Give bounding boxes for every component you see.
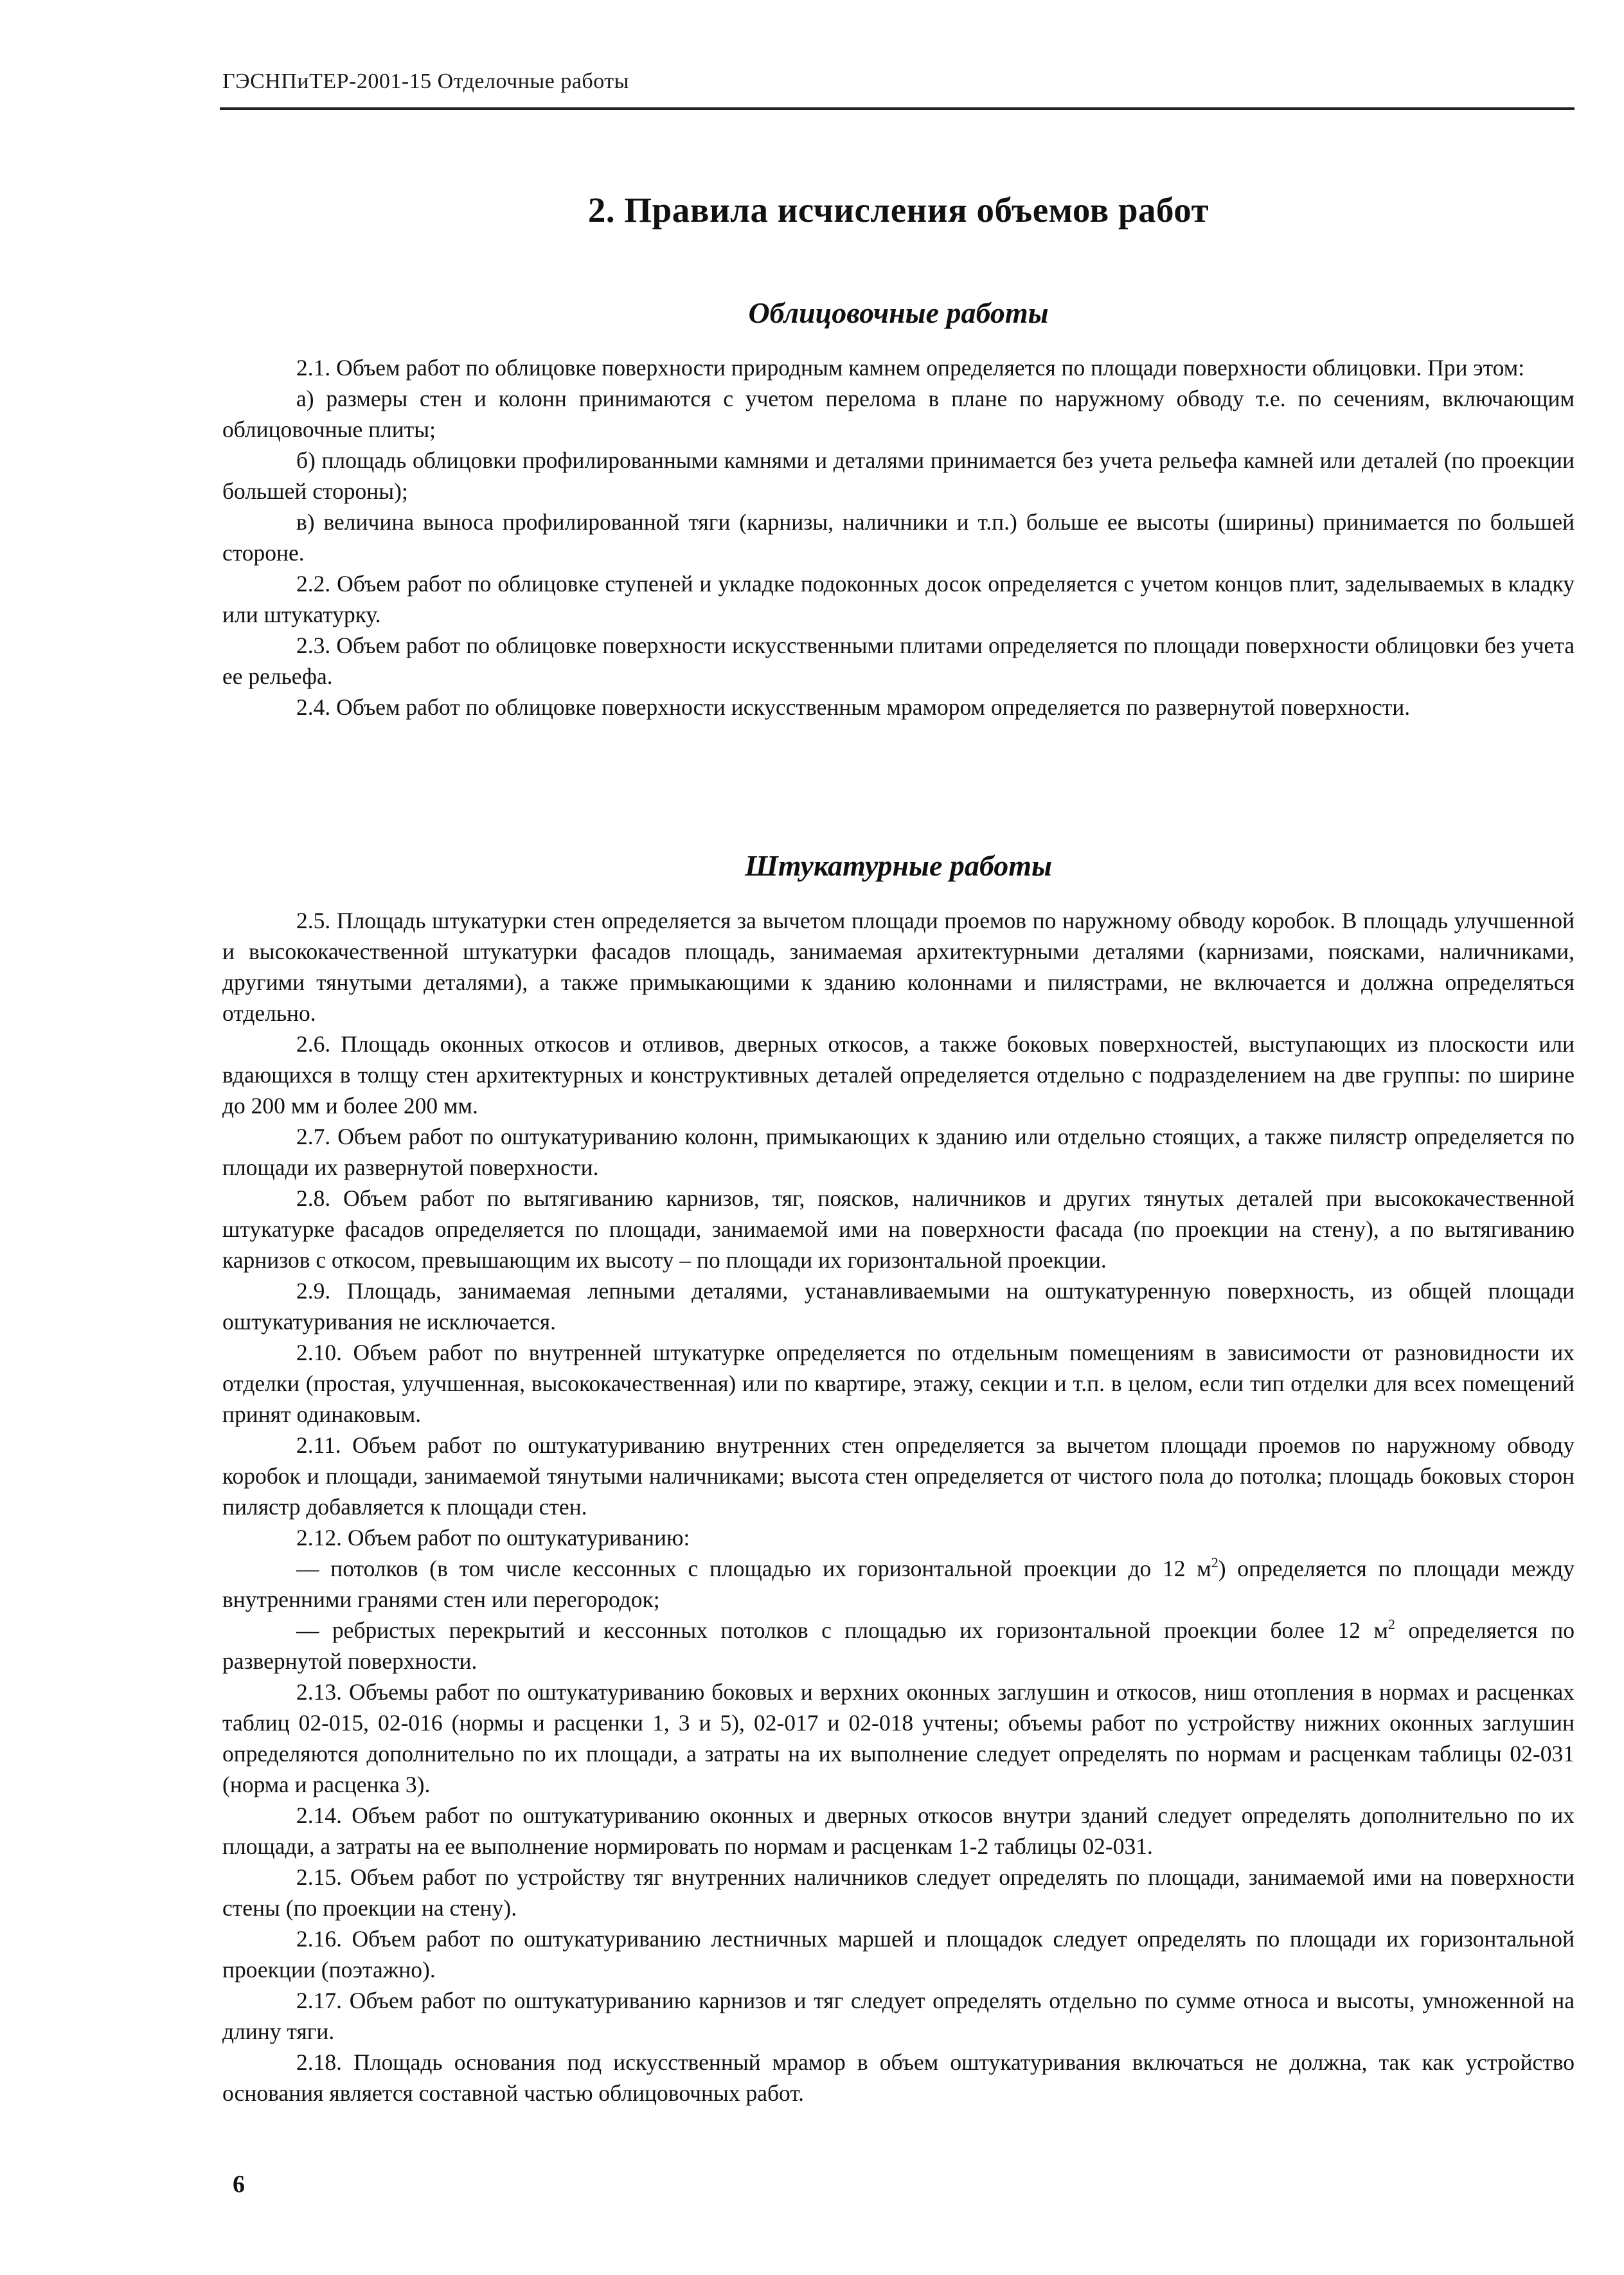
dash-text: ) определяется по площади между внутренними гранями стен или перегородок; (222, 1556, 1575, 1612)
paragraph: 2.17. Объем работ по оштукатуриванию карнизов и тяг следует определять отдельно по сумме относа и высоты, умноженной на длину тяги. (222, 1988, 1575, 2044)
paragraph: 2.18. Площадь основания под искусственный мрамор в объем оштукатуривания включаться не должна, так как устройство основания является составной частью облицовочных работ. (222, 2049, 1575, 2106)
paragraph: 2.12. Объем работ по оштукатуриванию: (296, 1525, 690, 1551)
section-body-plastering (222, 905, 1575, 2109)
dash-item (222, 1615, 1575, 1677)
paragraph: 2.1. Объем работ по облицовке поверхности природным камнем определяется по площади поверхности облицовки. При этом: (296, 355, 1525, 381)
paragraph: б) площадь облицовки профилированными камнями и деталями принимается без учета рельефа камней или деталей (по проекции большей стороны); (222, 447, 1575, 504)
paragraph: 2.6. Площадь оконных откосов и отливов, дверных откосов, а также боковых поверхностей, выступающих из плоскости или вдающихся в толщу стен архитектурных и конструктивных деталей определяется отдельно с подразделением на две группы: по ширине до 200 мм и более 200 мм. (222, 1031, 1575, 1119)
section-heading-plastering: Штукатурные работы (745, 849, 1052, 882)
page-title: 2. Правила исчисления объемов работ (587, 190, 1209, 229)
section-heading-cladding: Облицовочные работы (748, 296, 1049, 329)
paragraph: 2.13. Объемы работ по оштукатуриванию боковых и верхних оконных заглушин и откосов, ниш отопления в нормах и расценках таблиц 02-015, 02-016 (нормы и расценки 1, 3 и 5), 02-017 и 02-018 учтены; объемы работ по устройству нижних оконных заглушин определяются дополнительно по их площади, а затраты на их выполнение следует определять по нормам и расценкам таблицы 02-031 (норма и расценка 3). (222, 1679, 1575, 1797)
paragraph: 2.9. Площадь, занимаемая лепными деталями, устанавливаемыми на оштукатуренную поверхность, из общей площади оштукатуривания не исключается. (222, 1278, 1575, 1335)
section-body-cladding (222, 352, 1575, 723)
running-header: ГЭСНПиТЕР-2001-15 Отделочные работы (222, 69, 629, 93)
paragraph: 2.15. Объем работ по устройству тяг внутренних наличников следует определять по площади, занимаемой ими на поверхности стены (по проекции на стену). (222, 1864, 1575, 1921)
paragraph: 2.4. Объем работ по облицовке поверхности искусственным мрамором определяется по развернутой поверхности. (296, 694, 1411, 720)
paragraph: 2.2. Объем работ по облицовке ступеней и укладке подоконных досок определяется с учетом концов плит, заделываемых в кладку или штукатурку. (222, 571, 1575, 627)
superscript: 2 (1211, 1554, 1218, 1570)
dash-text: — потолков (в том числе кессонных с площадью их горизонтальной проекции до 12 м (296, 1556, 1211, 1581)
page-number: 6 (233, 2171, 245, 2198)
paragraph: 2.11. Объем работ по оштукатуриванию внутренних стен определяется за вычетом площади проемов по наружному обводу коробок и площади, занимаемой тянутыми наличниками; высота стен определяется от чистого пола до потолка; площадь боковых сторон пилястр добавляется к площади стен. (222, 1432, 1575, 1520)
dash-item (222, 1553, 1575, 1615)
dash-text: определяется по развернутой поверхности. (222, 1617, 1575, 1674)
paragraph: а) размеры стен и колонн принимаются с учетом перелома в плане по наружному обводу т.е. по сечениям, включающим облицовочные плиты; (222, 386, 1575, 442)
paragraph: 2.3. Объем работ по облицовке поверхности искусственными плитами определяется по площади поверхности облицовки без учета ее рельефа. (222, 633, 1575, 689)
paragraph: 2.16. Объем работ по оштукатуриванию лестничных маршей и площадок следует определять по площади их горизонтальной проекции (поэтажно). (222, 1926, 1575, 1983)
paragraph: 2.5. Площадь штукатурки стен определяется за вычетом площади проемов по наружному обводу коробок. В площадь улучшенной и высококачественной штукатурки фасадов площадь, занимаемая архитектурными деталями (карнизами, поясками, наличниками, другими тянутыми деталями), а также примыкающими к зданию колоннами и пилястрами, не включается и должна определяться отдельно. (222, 908, 1575, 1026)
paragraph: в) величина выноса профилированной тяги (карнизы, наличники и т.п.) больше ее высоты (ширины) принимается по большей стороне. (222, 509, 1575, 566)
superscript: 2 (1388, 1616, 1395, 1632)
header-rule (220, 107, 1575, 110)
paragraph: 2.10. Объем работ по внутренней штукатурке определяется по отдельным помещениям в зависимости от разновидности их отделки (простая, улучшенная, высококачественная) или по квартире, этажу, секции и т.п. в целом, если тип отделки для всех помещений принят одинаковым. (222, 1340, 1575, 1427)
dash-text: — ребристых перекрытий и кессонных потолков с площадью их горизонтальной проекции более 12 м (296, 1617, 1388, 1643)
paragraph: 2.7. Объем работ по оштукатуриванию колонн, примыкающих к зданию или отдельно стоящих, а также пилястр определяется по площади их развернутой поверхности. (222, 1124, 1575, 1180)
paragraph: 2.14. Объем работ по оштукатуриванию оконных и дверных откосов внутри зданий следует определять дополнительно по их площади, а затраты на ее выполнение нормировать по нормам и расценкам 1-2 таблицы 02-031. (222, 1803, 1575, 1859)
paragraph: 2.8. Объем работ по вытягиванию карнизов, тяг, поясков, наличников и других тянутых деталей при высококачественной штукатурке фасадов определяется по площади, занимаемой ими на поверхности фасада (по проекции на стену), а по вытягиванию карнизов с откосом, превышающим их высоту – по площади их горизонтальной проекции. (222, 1185, 1575, 1273)
